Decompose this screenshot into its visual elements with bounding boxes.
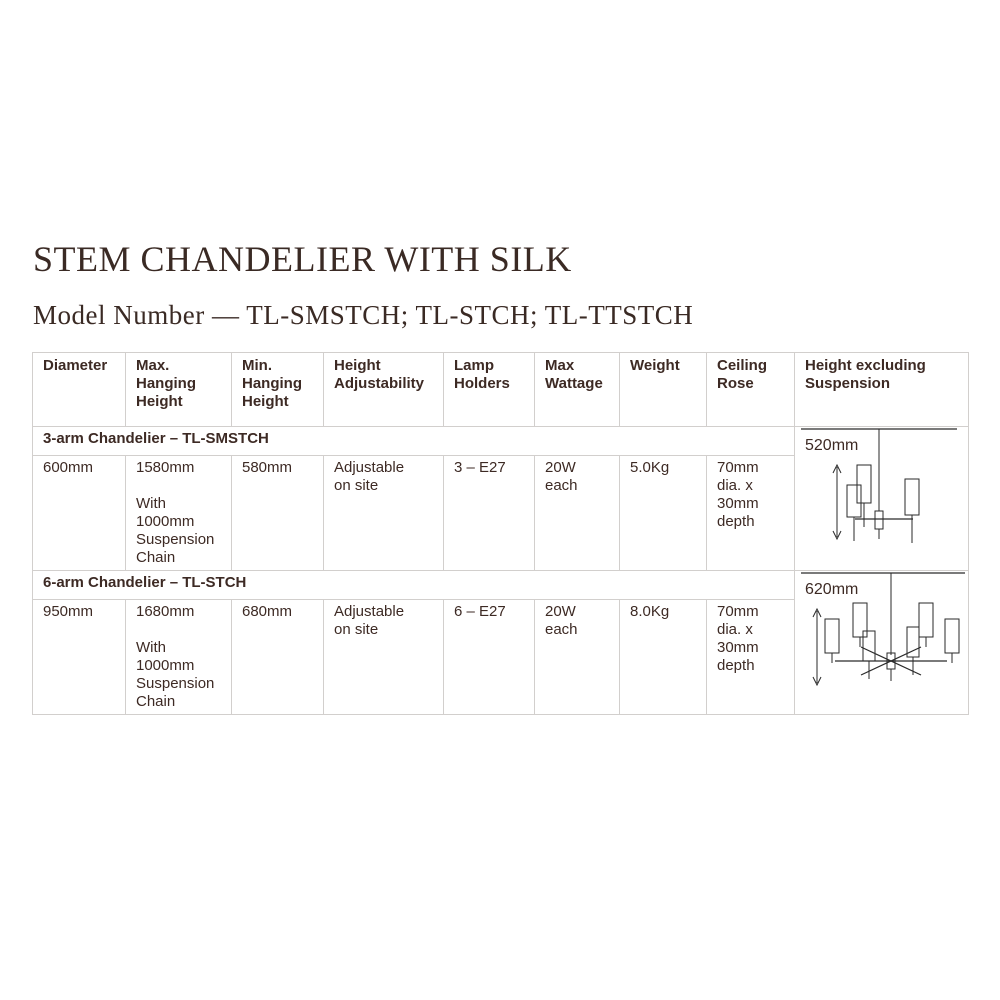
cell-min-hanging-height: 580mm — [232, 456, 324, 571]
col-header-max-hanging-height: Max. Hanging Height — [126, 353, 232, 427]
figure-cell-6-arm — [795, 571, 969, 715]
height-dimension-label: 520mm — [805, 437, 859, 454]
lampshade — [919, 603, 933, 637]
col-header-weight: Weight — [620, 353, 707, 427]
cell-min-hanging-height: 680mm — [232, 600, 324, 715]
col-header-ceiling-rose: Ceiling Rose — [707, 353, 795, 427]
spec-table — [32, 352, 969, 715]
cell-diameter: 600mm — [33, 456, 126, 571]
lampshade — [825, 619, 839, 653]
cell-max-wattage: 20W each — [535, 600, 620, 715]
cell-diameter: 950mm — [33, 600, 126, 715]
lampshade — [905, 479, 919, 515]
group-row-3-arm — [33, 427, 969, 456]
cell-max-hanging-height: 1580mm With 1000mm Suspension Chain — [126, 456, 232, 571]
cell-ceiling-rose: 70mm dia. x 30mm depth — [707, 600, 795, 715]
group-row-6-arm — [33, 571, 969, 600]
col-header-min-hanging-height: Min. Hanging Height — [232, 353, 324, 427]
col-header-height-excluding-suspension: Height excluding Suspension — [795, 353, 969, 427]
cell-lamp-holders: 3 – E27 — [444, 456, 535, 571]
group-label: 6-arm Chandelier – TL-STCH — [33, 571, 535, 600]
height-dimension-label: 620mm — [805, 581, 859, 598]
cell-max-wattage: 20W each — [535, 456, 620, 571]
cell-height-adjustability: Adjustable on site — [324, 600, 444, 715]
cell-height-adjustability: Adjustable on site — [324, 456, 444, 571]
cell-weight: 8.0Kg — [620, 600, 707, 715]
cell-weight: 5.0Kg — [620, 456, 707, 571]
col-header-max-wattage: Max Wattage — [535, 353, 620, 427]
group-label: 3-arm Chandelier – TL-SMSTCH — [33, 427, 535, 456]
cell-max-hanging-height: 1680mm With 1000mm Suspension Chain — [126, 600, 232, 715]
lampshade — [857, 465, 871, 503]
col-header-lamp-holders: Lamp Holders — [444, 353, 535, 427]
lampshade — [945, 619, 959, 653]
cell-lamp-holders: 6 – E27 — [444, 600, 535, 715]
col-header-height-adjustability: Height Adjustability — [324, 353, 444, 427]
lampshade — [853, 603, 867, 637]
col-header-diameter: Diameter — [33, 353, 126, 427]
model-number-line: Model Number — TL-SMSTCH; TL-STCH; TL-TTSTCH — [33, 300, 694, 330]
hub — [875, 511, 883, 529]
page-title: STEM CHANDELIER WITH SILK — [33, 239, 572, 279]
table-header-row — [33, 353, 969, 427]
cell-ceiling-rose: 70mm dia. x 30mm depth — [707, 456, 795, 571]
lampshade — [863, 631, 875, 661]
figure-cell-3-arm — [795, 427, 969, 571]
lampshade — [847, 485, 861, 517]
